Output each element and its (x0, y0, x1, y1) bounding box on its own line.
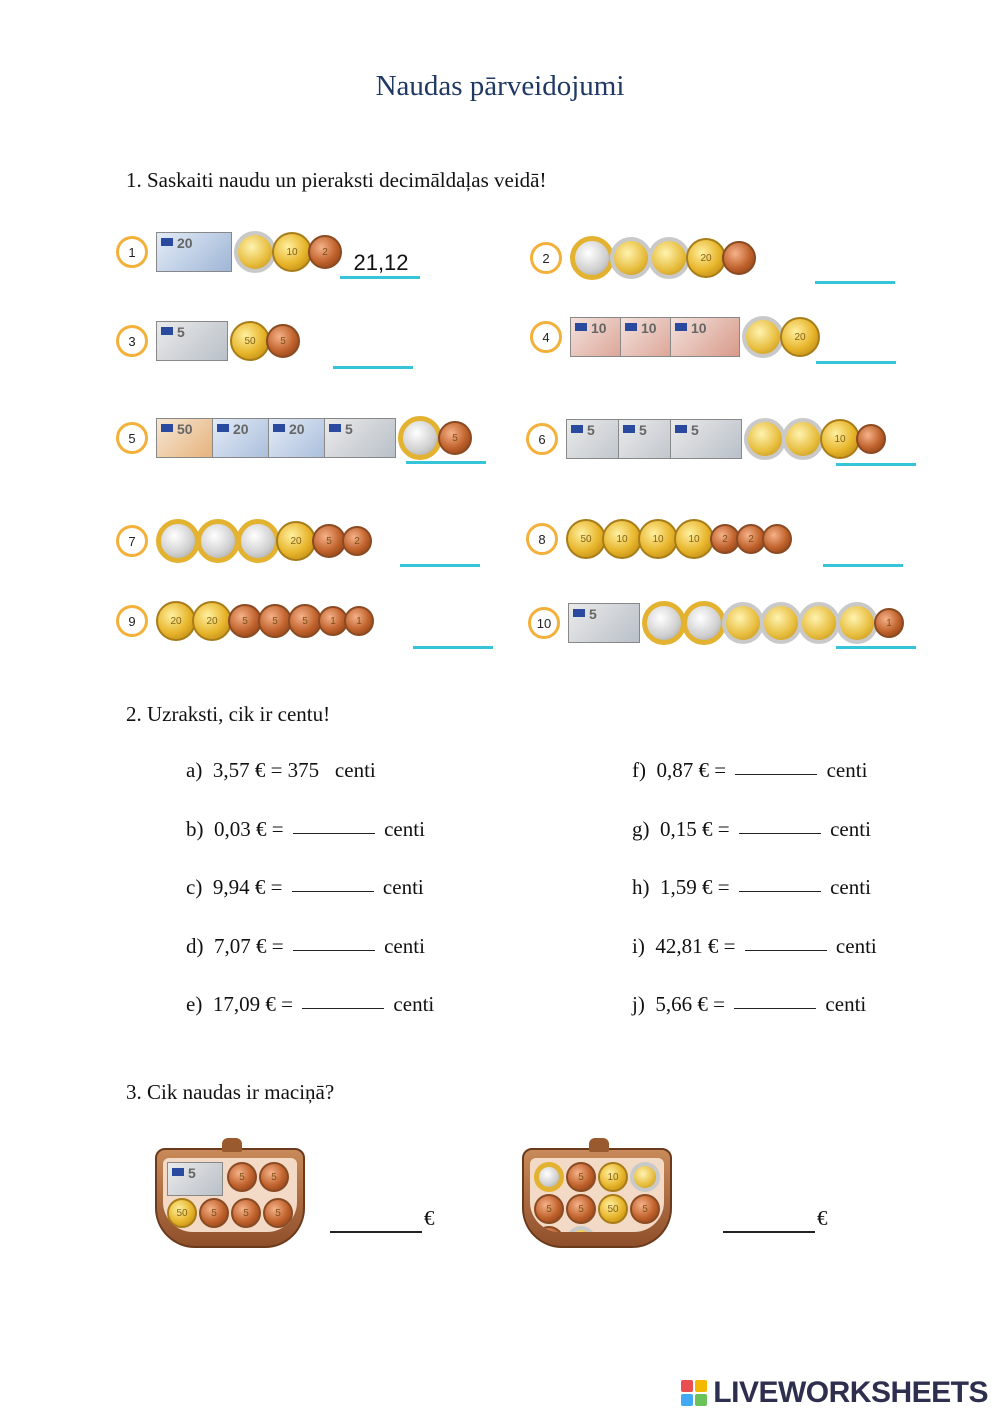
answer-underline (823, 564, 903, 567)
banknote-value: 20 (289, 421, 305, 437)
coin-icon (798, 602, 840, 644)
eu-flag-icon (623, 425, 635, 433)
item-label: a) (186, 758, 213, 782)
exercise-number-badge: 2 (530, 242, 562, 274)
coin-icon (234, 231, 276, 273)
banknote-value: 5 (177, 324, 185, 340)
answer-field[interactable] (302, 1007, 384, 1009)
answer-value: 21,12 (353, 250, 409, 275)
answer-field[interactable] (734, 1007, 816, 1009)
unit-label: centi (378, 817, 425, 841)
money-exercise-6 (526, 418, 882, 460)
exercise-number-badge: 5 (116, 422, 148, 454)
wallet-contents (530, 1158, 664, 1232)
conversion-right-1 (632, 817, 871, 842)
coin-icon: 1 (344, 606, 374, 636)
wallet-clasp (222, 1138, 242, 1152)
money-exercise-4 (530, 316, 816, 358)
coin-icon (196, 519, 240, 563)
coin-icon: 2 (308, 235, 342, 269)
banknote-icon (156, 232, 232, 272)
coin-icon (534, 1226, 564, 1232)
answer-underline (413, 646, 493, 649)
item-expression: 17,09 € = (212, 992, 299, 1016)
coin-icon: 20 (156, 601, 196, 641)
coin-icon: 5 (258, 604, 292, 638)
item-expression: 7,07 € = (214, 934, 289, 958)
coin-icon (534, 1162, 564, 1192)
money-group (156, 519, 368, 563)
coin-icon: 50 (230, 321, 270, 361)
coin-icon: 10 (602, 519, 642, 559)
unit-label: centi (388, 992, 435, 1016)
coin-icon: 5 (266, 324, 300, 358)
coin-icon (630, 1162, 660, 1192)
coin-icon: 5 (288, 604, 322, 638)
coin-icon (610, 237, 652, 279)
unit-label: centi (820, 992, 867, 1016)
coin-icon: 5 (199, 1198, 229, 1228)
answer-value (836, 619, 918, 646)
wallet-icon (155, 1148, 305, 1248)
coin-icon (236, 519, 280, 563)
item-expression: 42,81 € = (655, 934, 741, 958)
coin-icon: 20 (192, 601, 232, 641)
conversion-right-2 (632, 875, 871, 900)
conversion-right-3 (632, 934, 877, 959)
banknote-value: 10 (691, 320, 707, 336)
coin-icon (722, 241, 756, 275)
coin-icon: 5 (228, 604, 262, 638)
conversion-right-0 (632, 758, 867, 783)
item-label: e) (186, 992, 213, 1016)
coin-icon: 5 (263, 1198, 293, 1228)
coin-icon: 2 (736, 524, 766, 554)
answer-field-4[interactable] (816, 334, 898, 366)
answer-field[interactable]: 375 (287, 758, 330, 782)
wallet-answer-1[interactable] (330, 1206, 435, 1233)
eu-flag-icon (675, 323, 687, 331)
coin-icon: 1 (318, 606, 348, 636)
banknote-value: 5 (345, 421, 353, 437)
banknote-icon (568, 603, 640, 643)
banknote-icon (670, 419, 742, 459)
unit-label: centi (821, 758, 868, 782)
coin-icon: 50 (167, 1198, 197, 1228)
banknote-value: 5 (587, 422, 595, 438)
coin-icon (744, 418, 786, 460)
eu-flag-icon (161, 238, 173, 246)
coin-icon (648, 237, 690, 279)
section3-heading: 3. Cik naudas ir maciņā? (126, 1080, 335, 1104)
money-exercise-9 (116, 601, 370, 641)
answer-underline (406, 461, 486, 464)
coin-icon: 10 (598, 1162, 628, 1192)
money-exercise-8 (526, 519, 788, 559)
banknote-value: 5 (589, 606, 597, 622)
answer-underline (836, 646, 916, 649)
banknote-icon (324, 418, 396, 458)
coin-icon: 5 (438, 421, 472, 455)
item-label: f) (632, 758, 657, 782)
conversion-right-4 (632, 992, 866, 1017)
answer-field[interactable] (735, 773, 817, 775)
coin-icon: 2 (710, 524, 740, 554)
answer-underline (400, 564, 480, 567)
banknote-value: 20 (177, 235, 193, 251)
coin-icon (762, 524, 792, 554)
banknote-icon (156, 321, 228, 361)
coin-icon: 5 (227, 1162, 257, 1192)
coin-icon: 20 (780, 317, 820, 357)
money-group (156, 321, 296, 361)
section1-heading: 1. Saskaiti naudu un pieraksti decimāldaļas veidā! (126, 168, 547, 192)
item-label: d) (186, 934, 214, 958)
coin-icon (782, 418, 824, 460)
banknote-value: 10 (591, 320, 607, 336)
answer-field[interactable] (293, 949, 375, 951)
exercise-number-badge: 3 (116, 325, 148, 357)
conversion-left-4 (186, 992, 434, 1017)
answer-value (413, 619, 495, 646)
exercise-number-badge: 1 (116, 236, 148, 268)
eu-flag-icon (573, 609, 585, 617)
item-expression: 1,59 € = (660, 875, 735, 899)
coin-icon: 10 (272, 232, 312, 272)
conversion-left-0 (186, 758, 376, 783)
banknote-value: 5 (639, 422, 647, 438)
banknote-value: 20 (233, 421, 249, 437)
exercise-number-badge: 6 (526, 423, 558, 455)
money-group (570, 316, 816, 358)
item-label: j) (632, 992, 656, 1016)
unit-label: centi (329, 758, 376, 782)
coin-icon (760, 602, 802, 644)
eu-flag-icon (571, 425, 583, 433)
answer-value (816, 334, 898, 361)
coin-icon (682, 601, 726, 645)
money-exercise-2 (530, 236, 752, 280)
conversion-left-2 (186, 875, 424, 900)
answer-field-8[interactable] (823, 537, 905, 569)
coin-icon: 5 (312, 524, 346, 558)
item-expression: 9,94 € = (212, 875, 288, 899)
answer-underline (333, 366, 413, 369)
coin-icon: 5 (630, 1194, 660, 1224)
exercise-number-badge: 8 (526, 523, 558, 555)
coin-icon: 5 (231, 1198, 261, 1228)
coin-icon (156, 519, 200, 563)
unit-label: centi (824, 817, 871, 841)
answer-value (406, 434, 488, 461)
eu-flag-icon (625, 323, 637, 331)
answer-underline (836, 463, 916, 466)
answer-underline (340, 276, 420, 279)
answer-value (400, 537, 482, 564)
coin-icon: 10 (674, 519, 714, 559)
answer-underline (816, 361, 896, 364)
answer-field-3[interactable] (333, 339, 415, 371)
page-title: Naudas pārveidojumi (375, 70, 625, 102)
liveworksheets-logo (681, 1376, 988, 1410)
item-label: c) (186, 875, 213, 899)
eu-flag-icon (575, 323, 587, 331)
eu-flag-icon (329, 424, 341, 432)
coin-icon (742, 316, 784, 358)
coin-icon: 5 (534, 1194, 564, 1224)
answer-field-7[interactable] (400, 537, 482, 569)
coin-icon (570, 236, 614, 280)
eu-flag-icon (172, 1168, 184, 1176)
eu-flag-icon (675, 425, 687, 433)
coin-icon: 50 (566, 519, 606, 559)
money-exercise-7 (116, 519, 368, 563)
exercise-number-badge: 4 (530, 321, 562, 353)
coin-icon: 20 (686, 238, 726, 278)
item-expression: 3,57 € = (212, 758, 288, 782)
banknote-value: 5 (691, 422, 699, 438)
unit-label: centi (824, 875, 871, 899)
answer-field-6[interactable] (836, 436, 918, 468)
conversion-left-1 (186, 817, 425, 842)
answer-field-2[interactable] (815, 254, 897, 286)
answer-value (815, 254, 897, 281)
answer-field-10[interactable] (836, 619, 918, 651)
coin-icon: 20 (276, 521, 316, 561)
liveworksheets-icon (681, 1380, 707, 1406)
coin-icon: 1 (874, 608, 904, 638)
banknote-value: 5 (188, 1165, 196, 1181)
banknote-value: 50 (177, 421, 193, 437)
answer-underline (815, 281, 895, 284)
money-group (566, 418, 882, 460)
item-expression: 0,03 € = (214, 817, 289, 841)
wallet-contents (163, 1158, 297, 1232)
answer-value (823, 537, 905, 564)
answer-field[interactable] (292, 890, 374, 892)
exercise-number-badge: 7 (116, 525, 148, 557)
answer-underline (723, 1206, 815, 1233)
money-group (566, 519, 788, 559)
item-label: h) (632, 875, 660, 899)
coin-icon: 2 (342, 526, 372, 556)
exercise-number-badge: 9 (116, 605, 148, 637)
coin-icon: 10 (638, 519, 678, 559)
eu-flag-icon (217, 424, 229, 432)
coin-icon (566, 1226, 596, 1232)
money-group (156, 601, 370, 641)
coin-icon: 5 (566, 1194, 596, 1224)
money-exercise-1 (116, 231, 338, 273)
answer-underline (330, 1206, 422, 1233)
unit-label: centi (378, 934, 425, 958)
answer-field-9[interactable] (413, 619, 495, 651)
unit-label: centi (377, 875, 424, 899)
answer-field[interactable] (739, 890, 821, 892)
coin-icon (642, 601, 686, 645)
brand-text: LIVEWORKSHEETS (713, 1376, 988, 1409)
banknote-icon (670, 317, 740, 357)
answer-value (836, 436, 918, 463)
eu-flag-icon (273, 424, 285, 432)
answer-field[interactable] (293, 832, 375, 834)
money-exercise-3 (116, 321, 296, 361)
answer-field[interactable] (739, 832, 821, 834)
wallet-icon (522, 1148, 672, 1248)
item-expression: 5,66 € = (655, 992, 731, 1016)
answer-field-1[interactable] (340, 249, 422, 281)
wallet-clasp (589, 1138, 609, 1152)
coin-icon: 10 (820, 419, 860, 459)
item-label: g) (632, 817, 660, 841)
currency-label: € (817, 1206, 828, 1230)
banknote-icon (167, 1162, 223, 1196)
section2-heading: 2. Uzraksti, cik ir centu! (126, 702, 331, 726)
money-group (156, 231, 338, 273)
wallet-answer-2[interactable] (723, 1206, 828, 1233)
conversion-left-3 (186, 934, 425, 959)
coin-icon: 50 (598, 1194, 628, 1224)
item-expression: 0,15 € = (660, 817, 735, 841)
item-label: b) (186, 817, 214, 841)
money-group (570, 236, 752, 280)
item-expression: 0,87 € = (656, 758, 732, 782)
coin-icon: 5 (566, 1162, 596, 1192)
unit-label: centi (830, 934, 877, 958)
eu-flag-icon (161, 327, 173, 335)
coin-icon (722, 602, 764, 644)
answer-field[interactable] (745, 949, 827, 951)
coin-icon: 5 (259, 1162, 289, 1192)
exercise-number-badge: 10 (528, 607, 560, 639)
eu-flag-icon (161, 424, 173, 432)
banknote-value: 10 (641, 320, 657, 336)
answer-value (333, 339, 415, 366)
answer-field-5[interactable] (406, 434, 488, 466)
currency-label: € (424, 1206, 435, 1230)
item-label: i) (632, 934, 656, 958)
